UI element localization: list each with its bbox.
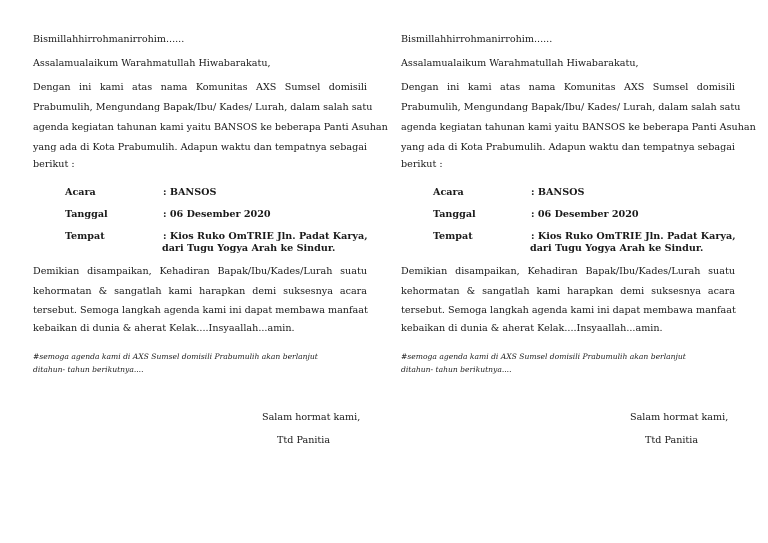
detail-label-tempat: Tempat xyxy=(65,231,105,242)
signature: Ttd Panitia xyxy=(645,435,699,446)
letter-copy-right xyxy=(401,0,756,543)
detail-value-tempat-line2: dari Tugu Yogya Arah ke Sindur. xyxy=(162,243,336,254)
detail-label-acara: Acara xyxy=(433,187,464,198)
note-line: #semoga agenda kami di AXS Sumsel domisili Prabumulih akan berlanjut xyxy=(401,352,686,361)
closing-line: tersebut. Semoga langkah agenda kami ini dapat membawa manfaat xyxy=(33,305,368,316)
greeting-line: Assalamualaikum Warahmatullah Hiwabarakatu, xyxy=(33,58,271,69)
opening-line: Bismillahhirrohmanirrohim...... xyxy=(401,34,553,45)
intro-line: yang ada di Kota Prabumulih. Adapun waktu dan tempatnya sebagai xyxy=(401,142,735,153)
intro-line: yang ada di Kota Prabumulih. Adapun waktu dan tempatnya sebagai xyxy=(33,142,367,153)
intro-line: Prabumulih, Mengundang Bapak/Ibu/ Kades/ Lurah, dalam salah satu xyxy=(401,102,741,113)
detail-label-tempat: Tempat xyxy=(433,231,473,242)
intro-line: agenda kegiatan tahunan kami yaitu BANSOS ke beberapa Panti Asuhan xyxy=(401,122,756,133)
detail-value-tanggal: : 06 Desember 2020 xyxy=(531,209,639,220)
intro-line: berikut : xyxy=(33,159,75,170)
closing-line: kehormatan & sangatlah kami harapkan demi suksesnya acara xyxy=(401,286,735,297)
opening-line: Bismillahhirrohmanirrohim...... xyxy=(33,34,185,45)
salutation: Salam hormat kami, xyxy=(262,412,361,423)
closing-line: kehormatan & sangatlah kami harapkan demi suksesnya acara xyxy=(33,286,367,297)
detail-value-tempat: : Kios Ruko OmTRIE Jln. Padat Karya, xyxy=(163,231,368,242)
closing-line: Demikian disampaikan, Kehadiran Bapak/Ibu/Kades/Lurah suatu xyxy=(401,266,735,277)
closing-line: kebaikan di dunia & aherat Kelak....Insyaallah...amin. xyxy=(33,323,295,334)
detail-value-tempat-line2: dari Tugu Yogya Arah ke Sindur. xyxy=(530,243,704,254)
salutation: Salam hormat kami, xyxy=(630,412,729,423)
detail-value-acara: : BANSOS xyxy=(531,187,585,198)
detail-label-tanggal: Tanggal xyxy=(433,209,476,220)
intro-line: Dengan ini kami atas nama Komunitas AXS Sumsel domisili xyxy=(33,82,367,93)
detail-label-acara: Acara xyxy=(65,187,96,198)
note-line: ditahun- tahun berikutnya.... xyxy=(401,365,512,374)
letter-copy-left xyxy=(33,0,388,543)
closing-line: kebaikan di dunia & aherat Kelak....Insyaallah...amin. xyxy=(401,323,663,334)
closing-line: tersebut. Semoga langkah agenda kami ini dapat membawa manfaat xyxy=(401,305,736,316)
note-line: #semoga agenda kami di AXS Sumsel domisili Prabumulih akan berlanjut xyxy=(33,352,318,361)
signature: Ttd Panitia xyxy=(277,435,331,446)
detail-value-tempat: : Kios Ruko OmTRIE Jln. Padat Karya, xyxy=(531,231,736,242)
note-line: ditahun- tahun berikutnya.... xyxy=(33,365,144,374)
intro-line: agenda kegiatan tahunan kami yaitu BANSOS ke beberapa Panti Asuhan xyxy=(33,122,388,133)
detail-value-acara: : BANSOS xyxy=(163,187,217,198)
closing-line: Demikian disampaikan, Kehadiran Bapak/Ibu/Kades/Lurah suatu xyxy=(33,266,367,277)
detail-value-tanggal: : 06 Desember 2020 xyxy=(163,209,271,220)
intro-line: Prabumulih, Mengundang Bapak/Ibu/ Kades/ Lurah, dalam salah satu xyxy=(33,102,373,113)
intro-line: berikut : xyxy=(401,159,443,170)
greeting-line: Assalamualaikum Warahmatullah Hiwabarakatu, xyxy=(401,58,639,69)
detail-label-tanggal: Tanggal xyxy=(65,209,108,220)
intro-line: Dengan ini kami atas nama Komunitas AXS Sumsel domisili xyxy=(401,82,735,93)
